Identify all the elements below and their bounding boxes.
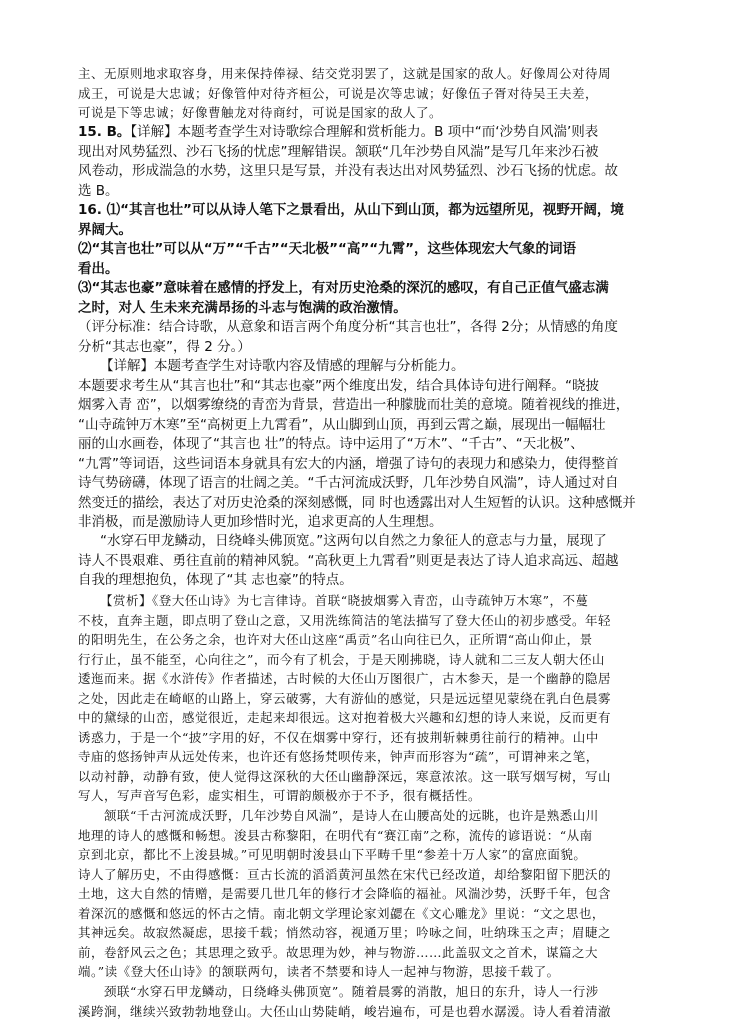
text-line: ⑵“其言也壮”可以从“万”“千古”“天北极”“高”“九霄”，这些体现宏大气象的词语 xyxy=(78,240,668,260)
text-line: ⑶“其志也豪”意味着在感情的抒发上，有对历史沧桑的深沉的感叹，有自己正值气盛志满 xyxy=(78,279,668,299)
text-line: 颈联“水穿石甲龙鳞动，日绕峰头佛顶宽”。随着晨雾的消散，旭日的东升，诗人一行涉 xyxy=(78,982,668,1002)
text-line: 丽的山水画卷，体现了“其言也 壮”的特点。诗中运用了“万木”、“千古”、“天北极”、 xyxy=(78,435,668,455)
text-line: 非消极，而是激励诗人更加珍惜时光，追求更高的人生理想。 xyxy=(78,513,668,533)
text-line: 然变迁的描绘，表达了对历史沧桑的深刻感慨，同 时也透露出对人生短暂的认识。这种感慨并 xyxy=(78,494,668,514)
text-line: 诱惑力，于是一个“披”字用的好，不仅在烟雾中穿行，还有披荆斩棘勇往前行的精神。山中 xyxy=(78,728,668,748)
text-line: 其神远矣。故寂然凝虑，思接千载；悄然动容，视通万里；吟咏之间，吐纳珠玉之声；眉睫之 xyxy=(78,923,668,943)
question-number: 15. B。 xyxy=(78,124,130,140)
text-line: 15. B。【详解】本题考查学生对诗歌综合理解和赏析能力。B 项中“而‘沙势自风湍’则表 xyxy=(78,123,668,143)
text-line: 诗气势磅礴，体现了语言的壮阔之美。“千古河流成沃野，几年沙势自风湍”，诗人通过对自 xyxy=(78,474,668,494)
text-line: 行行止，虽不能至，心向往之”，而今有了机会，于是天刚拂晓，诗人就和二三友人朝大伾山 xyxy=(78,650,668,670)
text-line: 现出对风势猛烈、沙石飞扬的忧虑”理解错误。颔联“几年沙势自风湍”是写几年来沙石被 xyxy=(78,143,668,163)
text-line: “山寺疏钟万木寒”至“高树更上九霄看”，从山脚到山顶，再到云霄之巅，展现出一幅幅壮 xyxy=(78,416,668,436)
text-line: 之时，对人 生未来充满昂扬的斗志与饱满的政治激情。 xyxy=(78,299,668,319)
text-line: 土地，这大自然的情赠，是需要几世几年的修行才会降临的福祉。风湍沙势，沃野千年，包含 xyxy=(78,884,668,904)
text-line: 中的黛绿的山峦，感觉很近，走起来却很远。这对抱着极大兴趣和幻想的诗人来说，反而更有 xyxy=(78,708,668,728)
text-line: 端。”读《登大伾山诗》的颔联两句，读者不禁要和诗人一起神与物游，思接千载了。 xyxy=(78,962,668,982)
question-16-detail xyxy=(78,357,668,533)
text-line: 地理的诗人的感慨和畅想。浚县古称黎阳，在明代有“赛江南”之称，流传的谚语说：“从南 xyxy=(78,826,668,846)
text-line: 诗人了解历史，不由得感慨：亘古长流的滔滔黄河虽然在宋代已经改道，却给黎阳留下肥沃的 xyxy=(78,865,668,885)
text-line: “水穿石甲龙鳞动，日绕峰头佛顶宽。”这两句以自然之力象征人的意志与力量，展现了 xyxy=(78,532,668,552)
text-line: 溪跨涧，继续兴致勃勃地登山。大伾山山势陡峭，峻岩遍布，可是也碧水潺湲。诗人看着清澈 xyxy=(78,1002,668,1021)
text-line: 前，卷舒风云之色；其思理之致乎。故思理为妙，神与物游……此盖驭文之首术，谋篇之大 xyxy=(78,943,668,963)
text-line: 自我的理想抱负，体现了“其 志也豪”的特点。 xyxy=(78,571,668,591)
text-line: 风卷动，形成湍急的水势，这里只是写景，并没有表达出对风势猛烈、沙石飞扬的忧虑。故 xyxy=(78,162,668,182)
text-line: （评分标准：结合诗歌，从意象和语言两个角度分析“其言也壮”，各得 2分；从情感的角度 xyxy=(78,318,668,338)
question-16-detail-2 xyxy=(78,532,668,591)
text-line: 不枝，直奔主题，即点明了登山之意，又用洗练简洁的笔法描写了登大伾山的初步感受。年轻 xyxy=(78,611,668,631)
appreciation-paragraph-2 xyxy=(78,806,668,982)
text-line: “九霄”等词语，这些词语本身就具有宏大的内涵，增强了诗句的表现力和感染力，使得整首 xyxy=(78,455,668,475)
text-line: 烟雾入青 峦”，以烟雾缭绕的青峦为背景，营造出一种朦胧而壮美的意境。随着视线的推进， xyxy=(78,396,668,416)
text-line: 分析“其志也豪”，得 2 分。） xyxy=(78,338,668,358)
appreciation-paragraph-1 xyxy=(78,591,668,806)
text-line: 以动衬静，动静有致，使人觉得这深秋的大伾山幽静深远，寒意浓浓。这一联写烟写树，写山 xyxy=(78,767,668,787)
text-line: 成王，可说是大忠诚；好像管仲对待齐桓公，可说是次等忠诚；好像伍子胥对待吴王夫差， xyxy=(78,84,668,104)
text-line: 写人，写声音写色彩，虚实相生，可谓韵颇极亦于不予，很有概括性。 xyxy=(78,786,668,806)
text-line: 主、无原则地求取容身，用来保持俸禄、结交党羽罢了，这就是国家的敌人。好像周公对待周 xyxy=(78,64,668,84)
text-line: 【赏析】《登大伾山诗》为七言律诗。首联“晓披烟雾入青峦，山寺疏钟万木寒”，不蔓 xyxy=(78,591,668,611)
text-line: 看出。 xyxy=(78,260,668,280)
text-line: 可说是下等忠诚；好像曹触龙对待商纣，可说是国家的敌人了。 xyxy=(78,103,668,123)
text-line: 的阳明先生，在公务之余，也许对大伾山这座“禹贡”名山向往已久，正所谓“高山仰止，景 xyxy=(78,630,668,650)
text-line: 16. ⑴“其言也壮”可以从诗人笔下之景看出，从山下到山顶，都为远望所见，视野开阔，境 xyxy=(78,201,668,221)
text-line: 京到北京，都比不上浚县城。”可见明朝时浚县山下平畴千里“参差十万人家”的富庶面貌。 xyxy=(78,845,668,865)
intro-paragraph xyxy=(78,64,668,123)
text-line: 寺庙的悠扬钟声从远处传来，也许还有悠扬梵呗传来，钟声而形容为“疏”，可谓神来之笔， xyxy=(78,747,668,767)
text-line: 着深沉的感慨和悠远的怀古之情。南北朝文学理论家刘勰在《文心雕龙》里说：“文之思也， xyxy=(78,904,668,924)
scoring-criteria xyxy=(78,318,668,357)
text-line: 本题要求考生从“其言也壮”和“其志也豪”两个维度出发，结合具体诗句进行阐释。“晓披 xyxy=(78,377,668,397)
text-line: 诗人不畏艰难、勇往直前的精神风貌。“高秋更上九霄看”则更是表达了诗人追求高远、超越 xyxy=(78,552,668,572)
question-16-answers xyxy=(78,201,668,318)
text-line: 颔联“千古河流成沃野，几年沙势自风湍”，是诗人在山腰高处的远眺，也许是熟悉山川 xyxy=(78,806,668,826)
text-line: 选 B。 xyxy=(78,182,668,202)
text-line: 逶迤而来。据《水浒传》作者描述，古时候的大伾山万图很广，古木参天，是一个幽静的隐居 xyxy=(78,669,668,689)
text-line: 界阔大。 xyxy=(78,221,668,241)
text-line: 【详解】本题考查学生对诗歌内容及情感的理解与分析能力。 xyxy=(78,357,668,377)
text-line: 之处，因此走在崎岖的山路上，穿云破雾，大有游仙的感觉，只是远远望见蒙绕在乳白色晨雾 xyxy=(78,689,668,709)
appreciation-paragraph-3 xyxy=(78,982,668,1021)
question-15 xyxy=(78,123,668,201)
